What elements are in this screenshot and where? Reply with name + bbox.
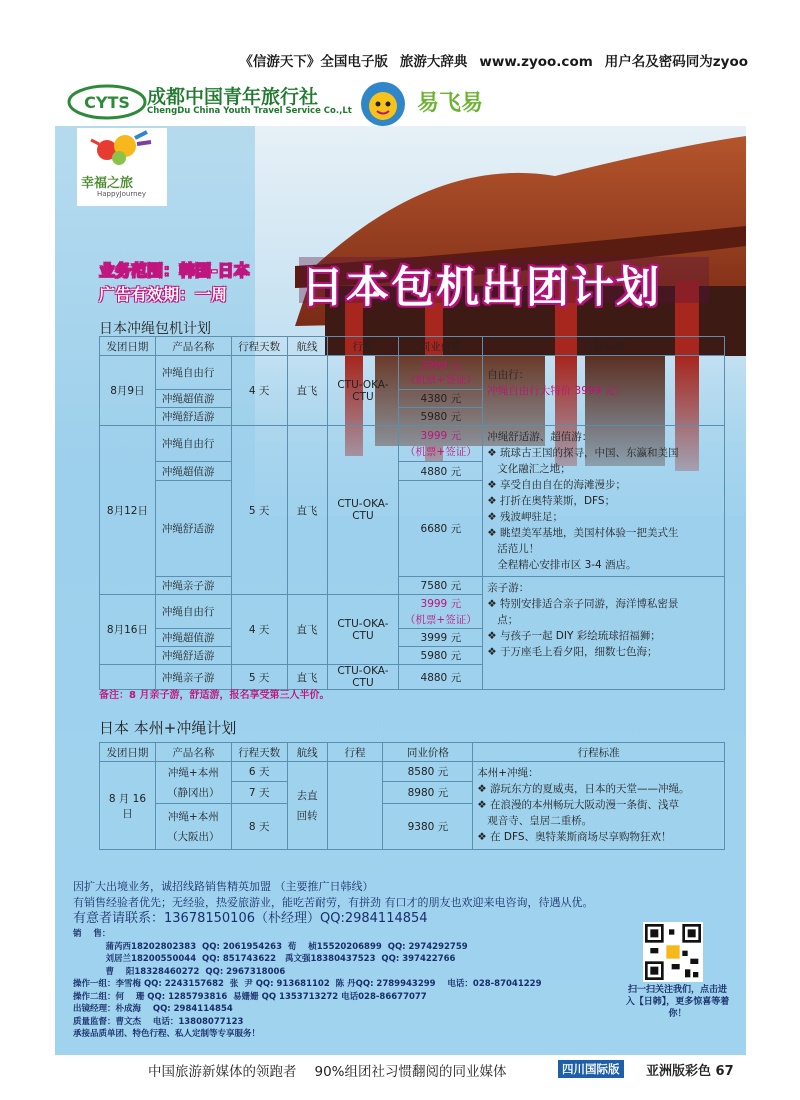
col-header: 产品名称 (155, 743, 231, 762)
route-cell: CTU-OKA-CTU (327, 356, 399, 426)
date-cell: 8月9日 (100, 356, 156, 426)
price-cell: 9380 元 (383, 804, 473, 850)
product-cell: 冲绳自由行 (155, 356, 231, 390)
contact-line (73, 907, 428, 926)
std-line: 观音寺、皇居二重桥。 (477, 815, 593, 827)
recruit-line: 因扩大出境业务，诚招线路销售精英加盟 （主要推广日韩线） (73, 880, 374, 893)
product-cell (155, 804, 231, 850)
slogan-2: 90%组团社习惯翻阅的同业媒体 (314, 1064, 507, 1080)
product-cell: 冲绳超值游 (155, 629, 231, 647)
standard-cell (483, 356, 725, 426)
days-cell: 6 天 (231, 762, 287, 782)
std-line: ❖ 与孩子一起 DIY 彩绘琉球招福狮； (487, 630, 661, 642)
price-cell (399, 356, 483, 390)
standard-cell (483, 577, 725, 690)
col-header: 发团日期 (100, 337, 156, 356)
std-line: ❖ 特别安排适合亲子同游，海洋博私密景 (487, 598, 679, 610)
table-row (100, 426, 725, 462)
qr-code-icon[interactable] (643, 922, 703, 982)
slogan-1: 中国旅游新媒体的领跑者 (148, 1064, 297, 1080)
happy-journey-icon (77, 128, 167, 172)
days-cell: 5 天 (231, 426, 287, 595)
product-line: 冲绳+本州 (167, 766, 219, 779)
route-cell (327, 762, 383, 850)
table-header-row (100, 743, 725, 762)
std-line: 亲子游： (487, 582, 530, 594)
top-header-bar (0, 0, 800, 76)
route-type-cell: 直飞 (287, 426, 327, 595)
table-row (100, 762, 725, 782)
route-cell: CTU-OKA-CTU (327, 665, 399, 690)
standard-cell (473, 762, 725, 850)
std-line: ❖ 残波岬驻足； (487, 511, 563, 523)
days-cell: 8 天 (231, 804, 287, 850)
honshu-okinawa-table (99, 742, 725, 850)
col-header: 行程标准 (483, 337, 725, 356)
product-cell: 冲绳舒适游 (155, 647, 231, 665)
bottom-slogans (148, 1060, 507, 1080)
price-cell: 5980 元 (399, 408, 483, 426)
okinawa-charter-table (99, 336, 725, 690)
days-cell: 4 天 (231, 595, 287, 665)
route-type-cell (287, 762, 327, 850)
mascot-icon (355, 78, 411, 128)
route-type-cell: 直飞 (287, 665, 327, 690)
price-cell: 8580 元 (383, 762, 473, 782)
date-cell: 8 月 16 日 (100, 762, 156, 850)
col-header: 行程 (327, 337, 399, 356)
col-header: 行程天数 (231, 337, 287, 356)
std-line: 冲绳自由行大特价 3999 元！ (487, 385, 626, 397)
product-cell: 冲绳超值游 (155, 390, 231, 408)
price-cell: 3999 元 (399, 629, 483, 647)
product-cell: 冲绳舒适游 (155, 408, 231, 426)
date-cell: 8月16日 (100, 595, 156, 665)
contact-phone[interactable]: 13678150106（朴经理）QQ:2984114854 (164, 911, 428, 926)
price-cell: 6680 元 (399, 481, 483, 577)
product-cell: 冲绳自由行 (155, 426, 231, 462)
price-cell: 5980 元 (399, 647, 483, 665)
top-header-text (239, 50, 748, 70)
price-cell: 4880 元 (399, 462, 483, 481)
price-value: 3999 元 (420, 429, 462, 442)
table-header-row (100, 337, 725, 356)
col-header: 产品名称 (155, 337, 231, 356)
col-header: 同业价格 (399, 337, 483, 356)
product-line: （大阪出） (167, 830, 220, 843)
route-cell: CTU-OKA-CTU (327, 426, 399, 595)
price-note: （机票+签证） (404, 445, 477, 458)
ad-poster (55, 76, 746, 1055)
recruit-detail: 有销售经验者优先；无经验，热爱旅游业，能吃苦耐劳，有拼劲 有口才的朋友也欢迎来电咨询，待遇从优。 (73, 896, 594, 909)
main-title: 日本包机出团计划 (301, 263, 661, 313)
edition-page: 亚洲版彩色 67 (646, 1064, 734, 1079)
col-header: 航线 (287, 743, 327, 762)
sales-contacts: 销 售： 蒲芮西18202802383 QQ: 2061954263 荀 桢15520206899 QQ: 2974292759 刘居兰18200550044 QQ: 851743622 禹文强18380437523 QQ: 397422766 曹 阳18328460272 QQ: 2967318006 操作一组：李雪梅 QQ: 2243157682 张 尹 QQ: 913681102 陈 丹QQ: 2789943299 电话：028-87041229 操作二组：何 珊 QQ: 1285793816 易姗姗 QQ 1353713272 电话028-86677077 出镜经理：朴成海 QQ: 2984114854 质量监督：曹文杰 电话：13808077123 承接品质单团、特色行程、私人定制等专享服务！ (73, 929, 542, 1039)
edition-badge: 四川国际版 (558, 1060, 624, 1078)
price-value: 3999 元 (420, 359, 462, 372)
col-header: 行程 (327, 743, 383, 762)
table-note: 备注：8 月亲子游，舒适游，报名享受第三人半价。 (99, 690, 330, 701)
table-row (100, 577, 725, 595)
date-cell: 8月12日 (100, 426, 156, 595)
brand-yifeiyi: 易飞易 (417, 91, 484, 116)
route-type-cell: 直飞 (287, 356, 327, 426)
svg-text:CYTS: CYTS (84, 93, 130, 112)
route-line: 回转 (296, 809, 318, 822)
price-cell: 8980 元 (383, 782, 473, 804)
qr-caption: 扫一扫关注我们，点击进入【日韩】，更多惊喜等着你！ (625, 985, 730, 1019)
price-note: （机票+签证） (404, 373, 477, 386)
route-type-cell: 直飞 (287, 595, 327, 665)
days-cell: 7 天 (231, 782, 287, 804)
agency-english-name: ChengDu China Youth Travel Service Co.,Lt (147, 106, 352, 116)
price-value: 3999 元 (420, 597, 462, 610)
contact-label: 有意者请联系： (73, 911, 165, 926)
dict-title: 旅游大辞典 (399, 54, 468, 70)
std-line: 自由行： (487, 369, 530, 381)
col-header: 发团日期 (100, 743, 156, 762)
product-line: （静冈出） (167, 786, 220, 799)
section1-title: 日本冲绳包机计划 (99, 321, 211, 337)
product-cell: 冲绳亲子游 (155, 665, 231, 690)
table-row (100, 356, 725, 390)
site-link[interactable]: www.zyoo.com (479, 54, 593, 70)
price-cell: 4880 元 (399, 665, 483, 690)
happy-journey-en: HappyJourney (97, 190, 147, 198)
product-cell: 冲绳自由行 (155, 595, 231, 629)
std-line: ❖ 琉球古王国的探寻，中国、东瀛和美国 (487, 447, 679, 459)
product-cell: 冲绳舒适游 (155, 481, 231, 577)
days-cell: 4 天 (231, 356, 287, 426)
col-header: 同业价格 (383, 743, 473, 762)
ad-validity: 广告有效期：一周 (99, 285, 228, 304)
col-header: 行程天数 (231, 743, 287, 762)
std-line: 点； (487, 614, 519, 626)
standard-cell (483, 426, 725, 577)
std-line: 本州+冲绳： (477, 767, 539, 779)
price-cell: 4380 元 (399, 390, 483, 408)
section2-title: 日本 本州+冲绳计划 (99, 719, 237, 737)
cyts-logo-icon (67, 84, 147, 120)
magazine-title: 《信游天下》全国电子版 (239, 54, 388, 70)
std-line: ❖ 打折在奥特莱斯，DFS； (487, 495, 616, 507)
price-cell: 7580 元 (399, 577, 483, 595)
business-scope: 业务范围：韩国-日本 (99, 261, 250, 280)
col-header: 行程标准 (473, 743, 725, 762)
std-line: 活范儿！ (487, 543, 540, 555)
col-header: 航线 (287, 337, 327, 356)
price-cell (399, 595, 483, 629)
product-cell: 冲绳超值游 (155, 462, 231, 481)
login-note: 用户名及密码同为zyoo (604, 54, 748, 70)
days-cell: 5 天 (231, 665, 287, 690)
product-cell (155, 762, 231, 804)
std-line: ❖ 在 DFS、奥特莱斯商场尽享购物狂欢！ (477, 831, 672, 843)
price-cell (399, 426, 483, 462)
agency-name: 成都中国青年旅行社 (147, 86, 319, 108)
route-line: 去直 (296, 789, 318, 802)
product-line: 冲绳+本州 (167, 810, 219, 823)
happy-journey-logo (77, 128, 167, 206)
std-line: ❖ 眺望美军基地，美国村体验一把美式生 (487, 527, 679, 539)
std-line: 文化融汇之地； (487, 463, 571, 475)
std-line: ❖ 于万座毛上看夕阳，细数七色海； (487, 646, 658, 658)
std-line: 冲绳舒适游、超值游： (487, 431, 593, 443)
std-line: ❖ 享受自由自在的海滩漫步； (487, 479, 626, 491)
std-line: ❖ 游玩东方的夏威夷，日本的天堂——冲绳。 (477, 783, 690, 795)
std-line: 全程精心安排市区 3-4 酒店。 (487, 559, 637, 571)
price-note: （机票+签证） (404, 613, 477, 626)
happy-journey-cn: 幸福之旅 (81, 176, 134, 191)
std-line: ❖ 在浪漫的本州畅玩大阪动漫一条街、浅草 (477, 799, 680, 811)
product-cell: 冲绳亲子游 (155, 577, 231, 595)
route-cell: CTU-OKA-CTU (327, 595, 399, 665)
